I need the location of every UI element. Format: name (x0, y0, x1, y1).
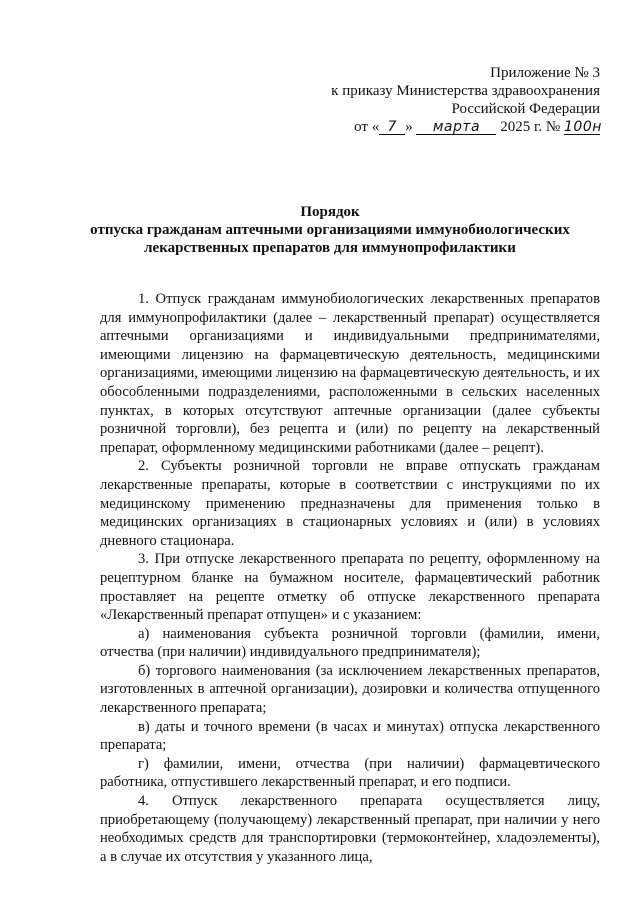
paragraph-3b: б) торгового наименования (за исключением лекарственных препаратов, изготовленных в аптечной организации), дозировки и количества отпущенного лекарственного препарата; (100, 662, 600, 717)
order-date-line (270, 118, 600, 136)
title-line-3: лекарственных препаратов для иммунопрофилактики (144, 240, 516, 256)
paragraph-3c: в) даты и точного времени (в часах и минутах) отпуска лекарственного препарата; (100, 718, 600, 754)
order-number-handwritten: 100н (564, 119, 602, 135)
title-line-1: Порядок (300, 204, 360, 220)
annex-country: Российской Федерации (451, 101, 600, 117)
paragraph-3a: а) наименования субъекта розничной торговли (фамилии, имени, отчества (при наличии) индивидуального предпринимателя); (100, 625, 600, 661)
document-body (100, 290, 600, 866)
paragraph-2: 2. Субъекты розничной торговли не вправе отпускать гражданам лекарственные препараты, которые в соответствии с инструкциями по их медицинскому применению предназначены для применения только в медицинских организациях в стационарных условиях и (или) в условиях дневного стационара. (100, 458, 600, 549)
order-close-quote: » (405, 119, 413, 135)
order-year-label: 2025 г. № (500, 119, 561, 135)
paragraph-3d: г) фамилии, имени, отчества (при наличии) фармацевтического работника, отпустившего лекарственный препарат, и его подписи. (100, 755, 600, 791)
order-day-handwritten: 7 (379, 120, 405, 135)
paragraph-1: 1. Отпуск гражданам иммунобиологических лекарственных препаратов для иммунопрофилактики (далее – лекарственный препарат) осуществляется аптечными организациями и индивидуальными предпринимателями, имеющими лицензию на фармацевтическую деятельность, медицинскими организациями, имеющими лицензию на фармацевтическую деятельность, и их обособленными подразделениями, расположенными в сельских населенных пунктах, в которых отсутствуют аптечные организации (далее субъекты розничной торговли), без рецепта и (или) по рецепту на лекарственный препарат, оформленному медицинскими работниками (далее – рецепт). (100, 291, 600, 456)
document-title (60, 203, 600, 257)
paragraph-3: 3. При отпуске лекарственного препарата по рецепту, оформленному на рецептурном бланке на бумажном носителе, фармацевтический работник проставляет на рецепте отметку об отпуске лекарственного препарата «Лекарственный препарат отпущен» и с указанием: (100, 551, 600, 624)
paragraph-4: 4. Отпуск лекарственного препарата осуществляется лицу, приобретающему (получающему) лекарственный препарат, при наличии у него необходимых средств для транспортировки (термоконтейнер, хладоэлементы), а в случае их отсутствия у указанного лица, (100, 793, 600, 865)
annex-order-ref: к приказу Министерства здравоохранения (331, 83, 600, 99)
order-from-label: от « (354, 119, 380, 135)
title-line-2: отпуска гражданам аптечными организациями иммунобиологических (90, 222, 570, 238)
annex-header (270, 64, 600, 136)
annex-number: Приложение № 3 (490, 65, 600, 81)
order-month-handwritten: марта (416, 120, 496, 135)
